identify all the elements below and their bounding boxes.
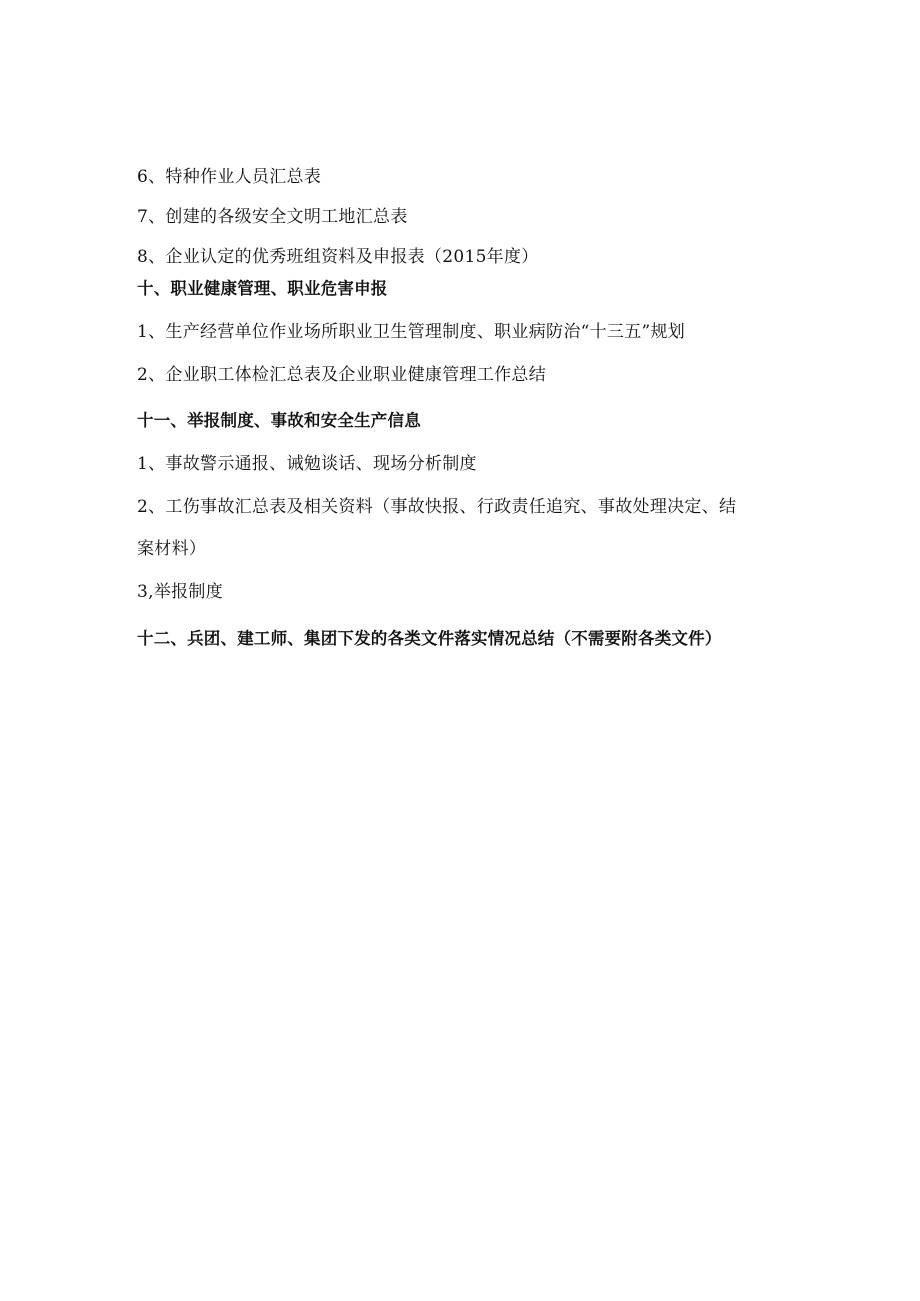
list-item-injury-summary: 2、工伤事故汇总表及相关资料（事故快报、行政责任追究、事故处理决定、结 xyxy=(137,497,737,517)
list-item-health-management-system: 1、生产经营单位作业场所职业卫生管理制度、职业病防治“十三五”规划 xyxy=(137,322,686,342)
section-heading-occupational-health: 十、职业健康管理、职业危害申报 xyxy=(137,279,388,298)
section-heading-reporting-accidents: 十一、举报制度、事故和安全生产信息 xyxy=(137,411,421,430)
section-heading-document-implementation: 十二、兵团、建工师、集团下发的各类文件落实情况总结（不需要附各类文件） xyxy=(137,629,722,648)
list-item-reporting-system: 3,举报制度 xyxy=(137,582,224,602)
list-item-civilized-sites: 7、创建的各级安全文明工地汇总表 xyxy=(137,207,408,227)
list-item-special-operators: 6、特种作业人员汇总表 xyxy=(137,167,322,187)
list-item-health-checkup-summary: 2、企业职工体检汇总表及企业职业健康管理工作总结 xyxy=(137,365,547,385)
list-item-injury-summary-continued: 案材料） xyxy=(137,539,207,559)
list-item-excellent-teams: 8、企业认定的优秀班组资料及申报表（2015年度） xyxy=(137,247,539,267)
list-item-accident-warning: 1、事故警示通报、诫勉谈话、现场分析制度 xyxy=(137,454,477,474)
